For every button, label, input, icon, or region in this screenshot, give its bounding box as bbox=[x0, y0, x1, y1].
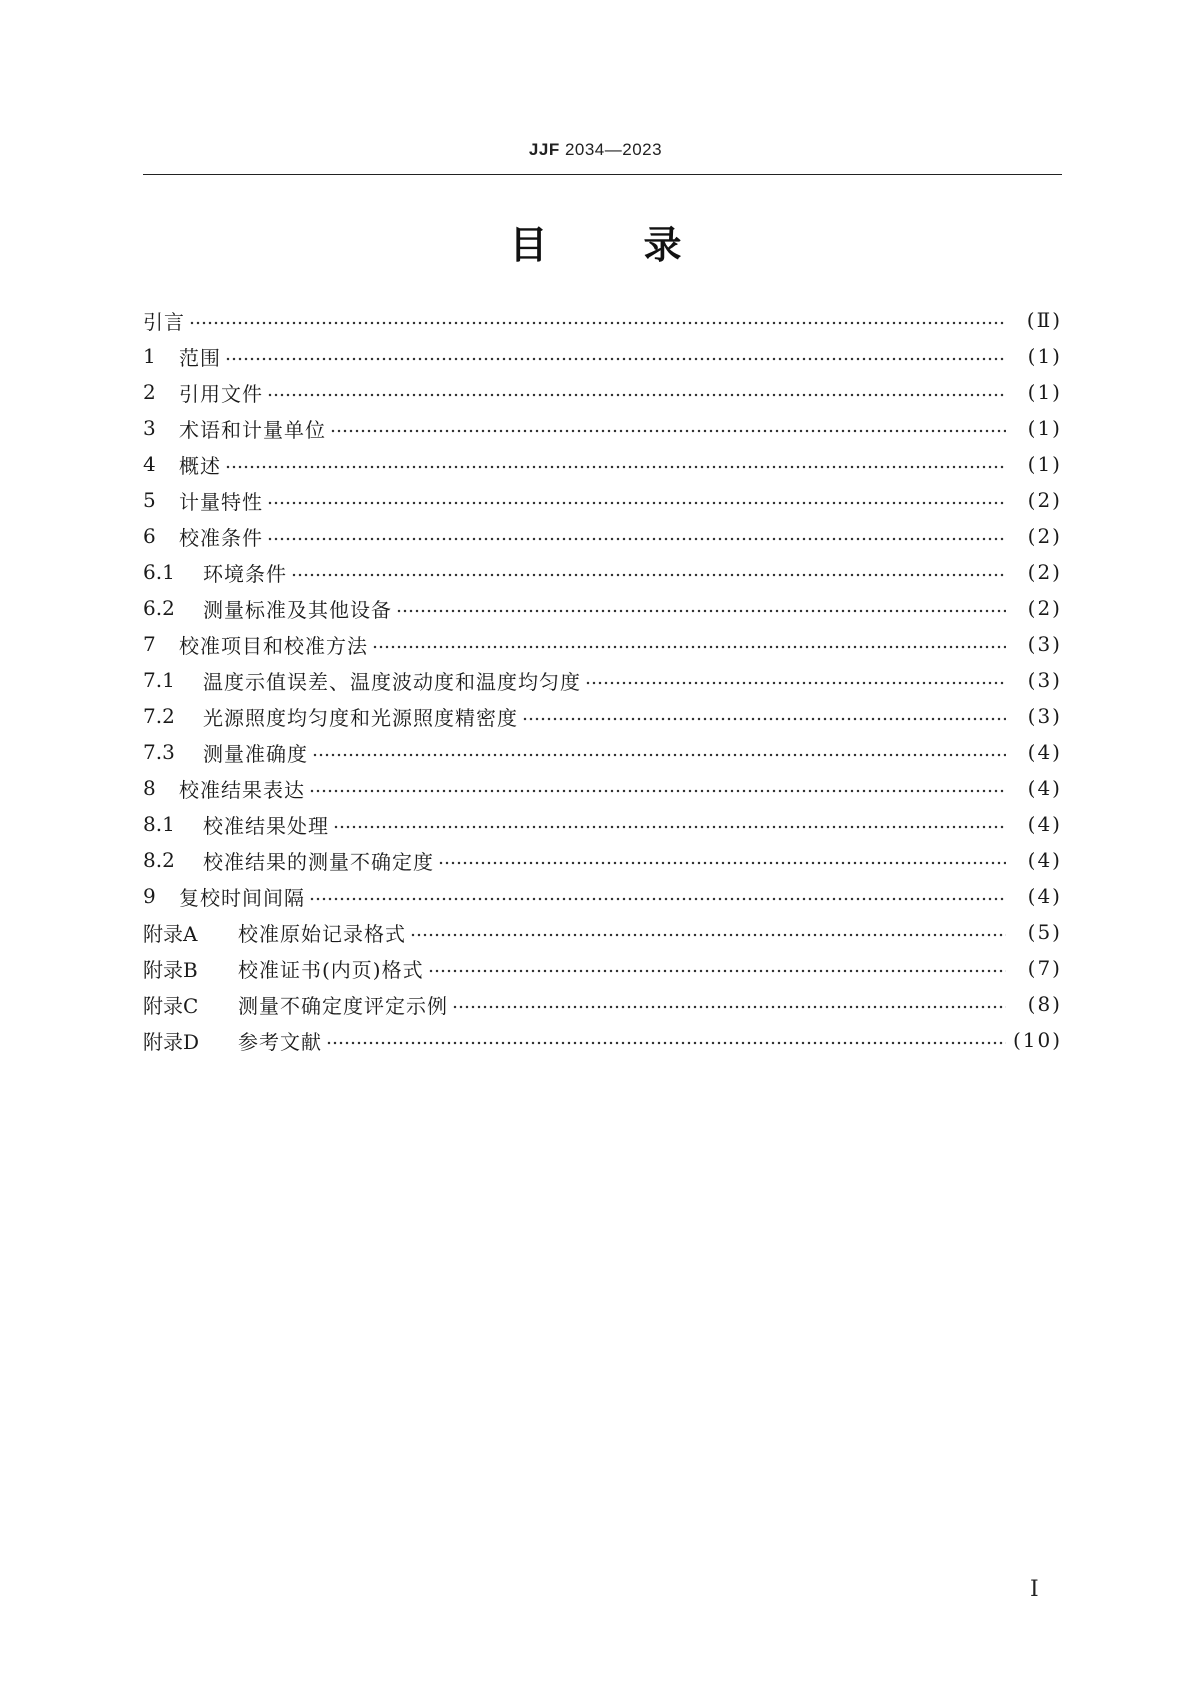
toc-entry-6-1[interactable] bbox=[143, 554, 1062, 590]
toc-entry-page: (2) bbox=[1027, 524, 1062, 548]
toc-entry-label: 校准证书(内页)格式 bbox=[238, 957, 424, 982]
toc-entry-page: (3) bbox=[1027, 668, 1062, 692]
dot-leader bbox=[330, 421, 1006, 441]
toc-entry-number: 8.1 bbox=[143, 812, 175, 836]
toc-entry-7-1[interactable] bbox=[143, 662, 1062, 698]
toc-entry-page: (4) bbox=[1027, 812, 1062, 836]
toc-entry-number: 附录A bbox=[143, 921, 198, 946]
toc-entry-label: 计量特性 bbox=[179, 489, 263, 514]
title-char-1: 目 bbox=[509, 223, 548, 267]
toc-entry-number: 6.2 bbox=[143, 596, 175, 620]
toc-entry-label: 复校时间间隔 bbox=[179, 885, 305, 910]
toc-entry-label: 校准原始记录格式 bbox=[238, 921, 406, 946]
standard-code: JJF bbox=[528, 140, 560, 159]
toc-entry-6[interactable] bbox=[143, 518, 1062, 554]
toc-entry-label: 概述 bbox=[179, 453, 221, 478]
toc-entry-label: 测量准确度 bbox=[203, 741, 308, 766]
toc-entry-7-3[interactable] bbox=[143, 734, 1062, 770]
dot-leader bbox=[585, 673, 1006, 693]
toc-entry-number: 8.2 bbox=[143, 848, 175, 872]
toc-entry-page: (1) bbox=[1027, 452, 1062, 476]
dot-leader bbox=[291, 565, 1006, 585]
toc-entry-appendix-a[interactable] bbox=[143, 914, 1062, 950]
toc-entry-number: 7 bbox=[143, 632, 156, 656]
toc-entry-number: 1 bbox=[143, 344, 156, 368]
toc-entry-label: 术语和计量单位 bbox=[179, 417, 326, 442]
toc-entry-number: 3 bbox=[143, 416, 156, 440]
toc-entry-4[interactable] bbox=[143, 446, 1062, 482]
dot-leader bbox=[267, 493, 1006, 513]
toc-entry-label: 测量不确定度评定示例 bbox=[238, 993, 448, 1018]
toc-entry-page: (1) bbox=[1027, 344, 1062, 368]
toc-entry-number: 9 bbox=[143, 884, 156, 908]
toc-entry-page: (10) bbox=[1012, 1028, 1062, 1052]
dot-leader bbox=[372, 637, 1006, 657]
dot-leader bbox=[438, 853, 1006, 873]
toc-entry-number: 附录C bbox=[143, 993, 199, 1018]
toc-entry-label: 引用文件 bbox=[179, 381, 263, 406]
toc-entry-number: 2 bbox=[143, 380, 156, 404]
toc-entry-page: (2) bbox=[1027, 488, 1062, 512]
toc-entry-label: 校准结果表达 bbox=[179, 777, 305, 802]
toc-entry-page: (Ⅱ) bbox=[1026, 308, 1062, 332]
toc-entry-label: 校准结果处理 bbox=[203, 813, 329, 838]
toc-entry-label: 光源照度均匀度和光源照度精密度 bbox=[203, 705, 518, 730]
title-char-2: 录 bbox=[643, 223, 682, 267]
toc-entry-number: 附录B bbox=[143, 957, 198, 982]
toc-entry-label: 环境条件 bbox=[203, 561, 287, 586]
dot-leader bbox=[312, 745, 1006, 765]
page-title bbox=[0, 222, 1191, 268]
toc-entry-label: 校准结果的测量不确定度 bbox=[203, 849, 434, 874]
dot-leader bbox=[410, 925, 1006, 945]
toc-entry-number: 4 bbox=[143, 452, 156, 476]
toc-entry-appendix-b[interactable] bbox=[143, 950, 1062, 986]
toc-entry-number: 附录D bbox=[143, 1029, 200, 1054]
dot-leader bbox=[267, 529, 1006, 549]
toc-entry-5[interactable] bbox=[143, 482, 1062, 518]
toc-entry-7-2[interactable] bbox=[143, 698, 1062, 734]
toc-entry-6-2[interactable] bbox=[143, 590, 1062, 626]
toc-entry-label: 测量标准及其他设备 bbox=[203, 597, 392, 622]
standard-number: 2034—2023 bbox=[564, 140, 663, 159]
dot-leader bbox=[452, 997, 1006, 1017]
toc-entry-8-2[interactable] bbox=[143, 842, 1062, 878]
dot-leader bbox=[333, 817, 1006, 837]
toc-entry-number: 5 bbox=[143, 488, 156, 512]
toc-entry-page: (8) bbox=[1027, 992, 1062, 1016]
dot-leader bbox=[309, 889, 1006, 909]
toc-entry-number: 7.2 bbox=[143, 704, 175, 728]
dot-leader bbox=[396, 601, 1006, 621]
toc-entry-number: 7.3 bbox=[143, 740, 175, 764]
toc-entry-label: 范围 bbox=[179, 345, 221, 370]
toc-entry-2[interactable] bbox=[143, 374, 1062, 410]
dot-leader bbox=[522, 709, 1006, 729]
toc-entry-label: 参考文献 bbox=[238, 1029, 322, 1054]
toc-entry-appendix-d[interactable] bbox=[143, 1022, 1062, 1058]
toc-entry-8[interactable] bbox=[143, 770, 1062, 806]
dot-leader bbox=[189, 313, 1006, 333]
toc-entry-page: (2) bbox=[1027, 596, 1062, 620]
toc-entry-1[interactable] bbox=[143, 338, 1062, 374]
toc-entry-number: 6 bbox=[143, 524, 156, 548]
toc-entry-page: (1) bbox=[1027, 380, 1062, 404]
toc-entry-page: (3) bbox=[1027, 632, 1062, 656]
toc-entry-label: 引言 bbox=[143, 309, 185, 334]
toc-entry-8-1[interactable] bbox=[143, 806, 1062, 842]
toc-entry-page: (7) bbox=[1027, 956, 1062, 980]
toc-entry-3[interactable] bbox=[143, 410, 1062, 446]
toc-entry-number: 6.1 bbox=[143, 560, 175, 584]
toc-entry-page: (5) bbox=[1027, 920, 1062, 944]
toc-entry-label: 温度示值误差、温度波动度和温度均匀度 bbox=[203, 669, 581, 694]
dot-leader bbox=[428, 961, 1006, 981]
toc-entry-page: (4) bbox=[1027, 740, 1062, 764]
toc-entry-foreword[interactable] bbox=[143, 302, 1062, 338]
toc-entry-page: (4) bbox=[1027, 884, 1062, 908]
document-header bbox=[0, 140, 1191, 160]
header-rule bbox=[143, 174, 1062, 175]
toc-entry-label: 校准项目和校准方法 bbox=[179, 633, 368, 658]
dot-leader bbox=[326, 1033, 1006, 1053]
toc-entry-page: (1) bbox=[1027, 416, 1062, 440]
page-folio: I bbox=[1030, 1577, 1039, 1602]
toc-entry-appendix-c[interactable] bbox=[143, 986, 1062, 1022]
dot-leader bbox=[267, 385, 1006, 405]
dot-leader bbox=[225, 457, 1006, 477]
toc-entry-7[interactable] bbox=[143, 626, 1062, 662]
toc-entry-page: (2) bbox=[1027, 560, 1062, 584]
toc-entry-number: 7.1 bbox=[143, 668, 175, 692]
toc-entry-page: (3) bbox=[1027, 704, 1062, 728]
toc-entry-page: (4) bbox=[1027, 776, 1062, 800]
dot-leader bbox=[309, 781, 1006, 801]
toc-entry-9[interactable] bbox=[143, 878, 1062, 914]
dot-leader bbox=[225, 349, 1006, 369]
toc-entry-page: (4) bbox=[1027, 848, 1062, 872]
toc-entry-number: 8 bbox=[143, 776, 156, 800]
toc-entry-label: 校准条件 bbox=[179, 525, 263, 550]
